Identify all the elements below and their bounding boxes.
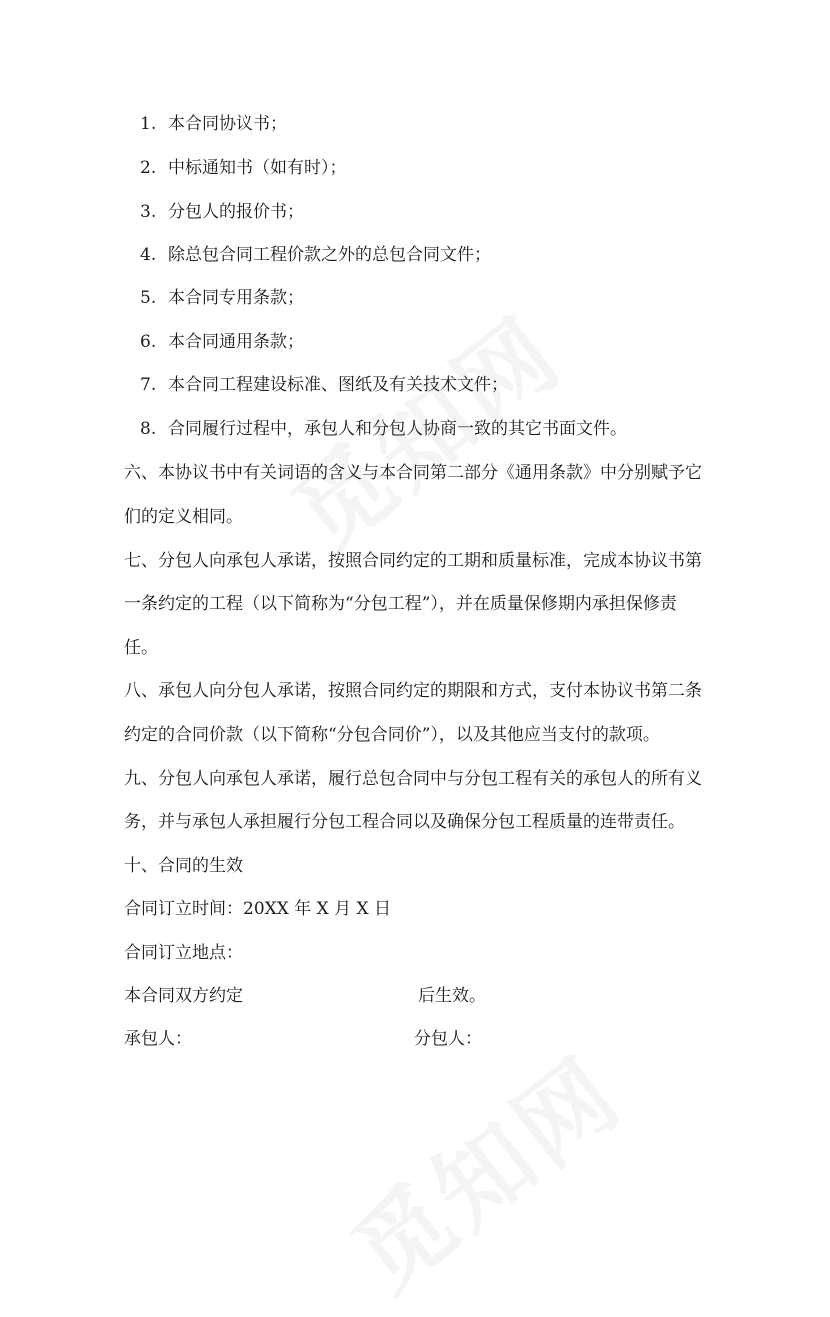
effect-clause-left: 本合同双方约定 xyxy=(124,986,243,1006)
paragraph-8-line-1: 八、承包人向分包人承诺，按照合同约定的期限和方式，支付本协议书第二条 xyxy=(124,681,702,701)
paragraph-7-line-1: 七、分包人向承包人承诺，按照合同约定的工期和质量标准，完成本协议书第 xyxy=(124,551,702,571)
list-item xyxy=(140,156,347,180)
list-text: 本合同协议书； xyxy=(168,114,287,134)
list-text: 分包人的报价书； xyxy=(168,202,304,222)
signing-place: 合同订立地点： xyxy=(124,943,243,963)
list-item xyxy=(140,243,491,267)
watermark xyxy=(320,1020,645,1316)
list-number: 4. xyxy=(140,245,157,265)
list-text: 合同履行过程中，承包人和分包人协商一致的其它书面文件。 xyxy=(168,419,627,439)
contractor-signature-label: 承包人： xyxy=(124,1029,192,1049)
list-number: 3. xyxy=(140,202,157,222)
list-number: 7. xyxy=(140,375,157,395)
paragraph-6-line-1: 六、本协议书中有关词语的含义与本合同第二部分《通用条款》中分别赋予它 xyxy=(124,463,702,483)
paragraph-7-line-2: 一条约定的工程（以下简称为“分包工程”），并在质量保修期内承担保修责 xyxy=(124,594,677,614)
list-text: 本合同通用条款； xyxy=(168,332,304,352)
paragraph-7-line-3: 任。 xyxy=(124,638,158,658)
list-item xyxy=(140,286,304,310)
list-number: 5. xyxy=(140,288,157,308)
list-item xyxy=(140,373,508,397)
paragraph-8-line-2: 约定的合同价款（以下简称“分包合同价”），以及其他应当支付的款项。 xyxy=(124,725,660,745)
subcontractor-signature-label: 分包人： xyxy=(414,1029,482,1049)
list-text: 除总包合同工程价款之外的总包合同文件； xyxy=(168,245,491,265)
list-text: 中标通知书（如有时）； xyxy=(168,158,347,178)
list-number: 8. xyxy=(140,419,157,439)
list-item xyxy=(140,417,627,441)
list-number: 6. xyxy=(140,332,157,352)
paragraph-9-line-1: 九、分包人向承包人承诺，履行总包合同中与分包工程有关的承包人的所有义 xyxy=(124,769,702,789)
list-number: 2. xyxy=(140,158,157,178)
list-text: 本合同专用条款； xyxy=(168,288,304,308)
effect-clause-right: 后生效。 xyxy=(418,986,486,1006)
list-item xyxy=(140,200,304,224)
list-item xyxy=(140,330,304,354)
list-item xyxy=(140,112,287,136)
list-number: 1. xyxy=(140,114,157,134)
signing-time: 合同订立时间：20XX 年 X 月 X 日 xyxy=(124,899,392,919)
paragraph-9-line-2: 务，并与承包人承担履行分包工程合同以及确保分包工程质量的连带责任。 xyxy=(124,812,685,832)
paragraph-6-line-2: 们的定义相同。 xyxy=(124,507,243,527)
section-heading-effectiveness: 十、合同的生效 xyxy=(124,856,243,876)
list-text: 本合同工程建设标准、图纸及有关技术文件； xyxy=(168,375,508,395)
